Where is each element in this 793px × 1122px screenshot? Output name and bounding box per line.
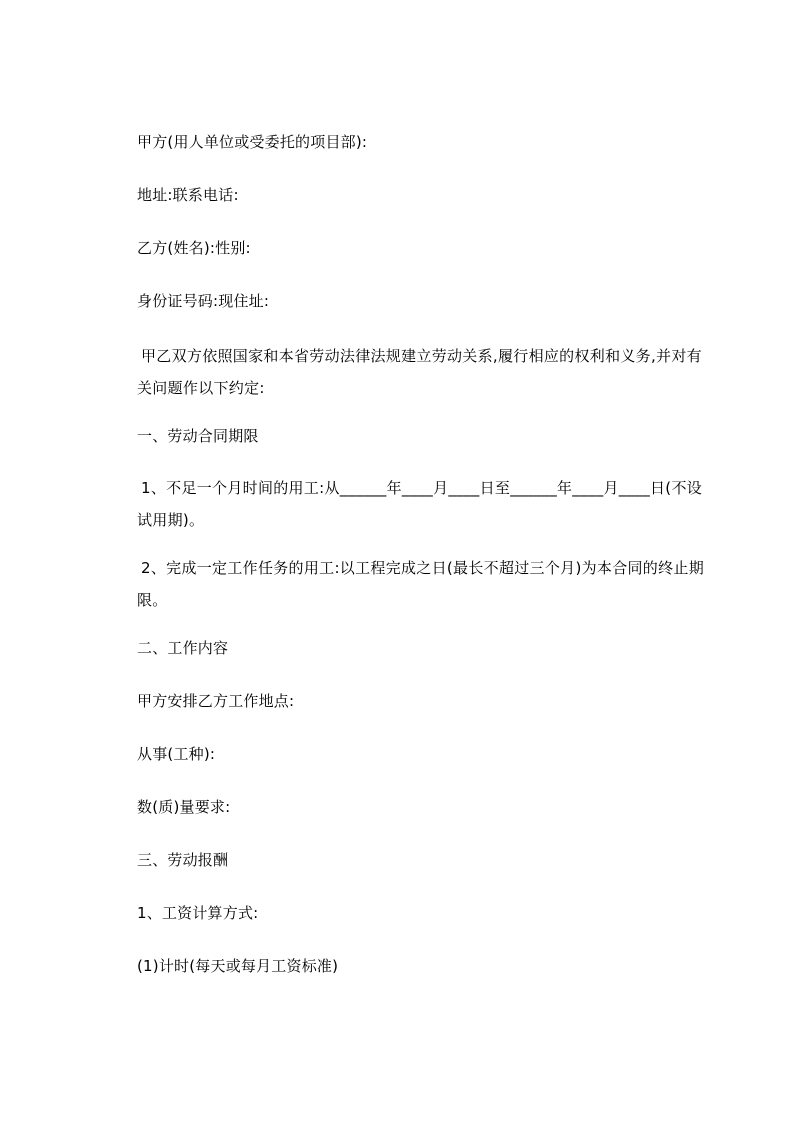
preamble-paragraph: 甲乙双方依照国家和本省劳动法律法规建立劳动关系,履行相应的权利和义务,并对有关问题作以下约定: bbox=[137, 347, 702, 397]
section1-item1-paragraph: 1、不足一个月时间的用工:从______年____月____日至______年____月____日(不设试用期)。 bbox=[137, 479, 703, 529]
section1-item2-paragraph: 2、完成一定工作任务的用工:以工程完成之日(最长不超过三个月)为本合同的终止期限。 bbox=[137, 559, 705, 609]
work-type-line: 从事(工种): bbox=[137, 745, 216, 763]
work-location-line: 甲方安排乙方工作地点: bbox=[137, 692, 295, 710]
party-b-line: 乙方(姓名):性别: bbox=[137, 239, 251, 257]
section3-title: 三、劳动报酬 bbox=[137, 851, 229, 869]
section2-title: 二、工作内容 bbox=[137, 639, 229, 657]
address-phone-line: 地址:联系电话: bbox=[137, 186, 239, 204]
section1-title: 一、劳动合同期限 bbox=[137, 427, 259, 445]
party-a-line: 甲方(用人单位或受委托的项目部): bbox=[137, 133, 368, 151]
quantity-quality-line: 数(质)量要求: bbox=[137, 798, 231, 816]
id-residence-line: 身份证号码:现住址: bbox=[137, 292, 270, 310]
wage-time-line: (1)计时(每天或每月工资标准) bbox=[137, 957, 339, 975]
wage-method-line: 1、工资计算方式: bbox=[137, 904, 259, 922]
